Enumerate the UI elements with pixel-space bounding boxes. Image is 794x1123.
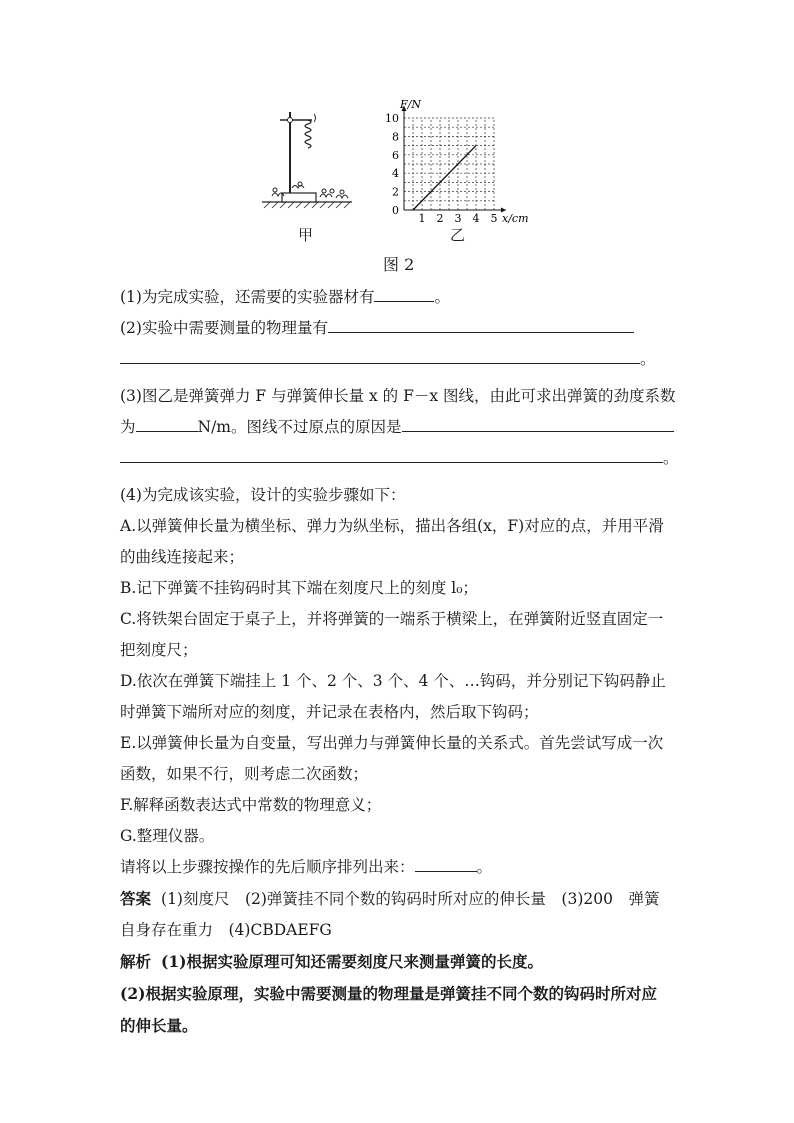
answer-text: 自身存在重力 (4)CBDAEFG [120, 921, 332, 939]
y-tick-label: 10 [385, 112, 399, 125]
x-tick-label: 4 [472, 212, 480, 225]
answer [120, 883, 676, 915]
chart-grid [404, 118, 494, 210]
punctuation: 。 [434, 288, 450, 306]
question-3-text: N/m。图线不过原点的原因是 [197, 418, 402, 436]
answer-continued [120, 915, 676, 946]
x-tick-label: 5 [490, 212, 498, 225]
question-3 [120, 381, 676, 412]
answer-text: (1)刻度尺 (2)弹簧挂不同个数的钩码时所对应的伸长量 (3)200 弹簧 [161, 890, 660, 908]
question-3-line-3 [120, 443, 679, 474]
answer-label: 答案 [120, 889, 152, 908]
explanation-text: 的伸长量。 [120, 1016, 198, 1035]
punctuation: 。 [663, 449, 679, 467]
question-1 [120, 282, 676, 313]
explanation-text: (1)根据实验原理可知还需要刻度尺来测量弹簧的长度。 [161, 952, 543, 971]
step-d-text: 时弹簧下端所对应的刻度，并记录在表格内，然后取下钩码； [120, 703, 539, 721]
series-line [413, 146, 476, 210]
x-tick-label: 3 [454, 212, 462, 225]
force-extension-graph [378, 100, 538, 230]
answer-blank[interactable] [136, 413, 198, 432]
chart-axes [402, 106, 507, 213]
step-a-continued [120, 542, 676, 573]
question-3-line-2 [120, 412, 676, 443]
step-e [120, 728, 676, 759]
order-question-text: 请将以上步骤按操作的先后顺序排列出来： [120, 858, 415, 876]
answer-blank[interactable] [120, 345, 640, 364]
punctuation: 。 [640, 350, 656, 368]
y-tick-label: 8 [392, 130, 399, 144]
y-tick-label: 6 [392, 148, 399, 162]
question-4 [120, 480, 676, 511]
y-tick-label: 4 [392, 167, 399, 181]
question-2-text: (2)实验中需要测量的物理量有 [120, 319, 328, 337]
question-4-text: (4)为完成该实验，设计的实验步骤如下： [120, 486, 406, 504]
explanation-label: 解析 [120, 952, 152, 971]
step-c-text: C.将铁架台固定于桌子上，并将弹簧的一端系于横梁上，在弹簧附近竖直固定一 [120, 610, 664, 628]
step-f-text: F.解释函数表达式中常数的物理意义； [120, 796, 382, 814]
answer-blank[interactable] [374, 283, 434, 302]
step-g-text: G.整理仪器。 [120, 827, 215, 845]
step-f [120, 790, 676, 821]
chart-ticks [385, 112, 498, 225]
question-2 [120, 313, 676, 344]
step-d [120, 666, 676, 697]
explanation-2-continued [120, 1010, 676, 1042]
step-b [120, 573, 676, 604]
explanation-text: (2)根据实验原理，实验中需要测量的物理量是弹簧挂不同个数的钩码时所对应 [120, 984, 657, 1003]
step-c-continued [120, 635, 676, 666]
punctuation: 。 [476, 858, 493, 876]
step-c-text: 把刻度尺； [120, 641, 198, 659]
step-a-text: 的曲线连接起来； [120, 548, 245, 566]
figure-label-yi: 乙 [450, 226, 466, 244]
step-d-text: D.依次在弹簧下端挂上 1 个、2 个、3 个、4 个、…钩码，并分别记下钩码静止 [120, 672, 666, 690]
figure-caption: 图 2 [383, 255, 415, 274]
question-1-text: (1)为完成实验，还需要的实验器材有 [120, 288, 375, 306]
step-e-continued [120, 759, 676, 790]
question-content [120, 282, 679, 1042]
step-b-text: B.记下弹簧不挂钩码时其下端在刻度尺上的刻度 l₀； [120, 579, 478, 597]
order-question [120, 852, 676, 883]
step-d-continued [120, 697, 676, 728]
figure-label-jia: 甲 [298, 226, 314, 244]
x-tick-label: 1 [418, 212, 426, 225]
x-tick-label: 2 [436, 212, 444, 225]
answer-blank[interactable] [415, 853, 477, 872]
y-axis-label: F/N [400, 100, 421, 111]
explanation-2 [120, 978, 676, 1010]
y-tick-label: 0 [392, 204, 399, 217]
x-axis-label: x/cm [502, 212, 529, 225]
question-2-continued [120, 344, 676, 375]
step-g [120, 821, 676, 852]
answer-blank[interactable] [402, 413, 674, 432]
answer-blank[interactable] [328, 314, 634, 333]
step-a [120, 511, 676, 542]
chart-series [413, 146, 476, 210]
explanation [120, 946, 676, 978]
answer-blank[interactable] [120, 444, 663, 463]
iron-stand-apparatus-illustration [262, 108, 362, 213]
question-3-text: 为 [120, 418, 136, 436]
step-c [120, 604, 676, 635]
y-tick-label: 2 [392, 185, 399, 199]
step-e-text: 函数，如果不行，则考虑二次函数； [120, 765, 369, 783]
question-3-text: (3)图乙是弹簧弹力 F 与弹簧伸长量 x 的 F－x 图线，由此可求出弹簧的劲度系数 [120, 387, 676, 405]
figure-area [0, 100, 794, 280]
step-a-text: A.以弹簧伸长量为横坐标、弹力为纵坐标，描出各组(x，F)对应的点，并用平滑 [120, 517, 664, 535]
step-e-text: E.以弹簧伸长量为自变量，写出弹力与弹簧伸长量的关系式。首先尝试写成一次 [120, 734, 664, 752]
